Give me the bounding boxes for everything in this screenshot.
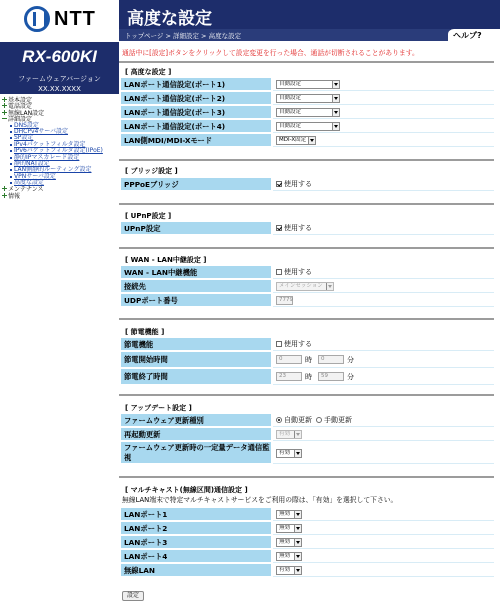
- expand-icon: [2, 193, 7, 198]
- dropdown-arrow-icon: [294, 431, 301, 438]
- manual-update-radio[interactable]: [316, 417, 322, 423]
- section-title-multicast: [ マルチキャスト(無線区間)通信設定 ]: [125, 486, 248, 494]
- breadcrumb-bar: [119, 29, 500, 41]
- model-name: RX-600KI: [22, 47, 97, 66]
- expand-icon: [2, 110, 7, 115]
- lan-port3-row: LANポート通信設定(ポート3) 自動設定: [121, 106, 494, 119]
- upnp-checkbox[interactable]: [276, 225, 282, 231]
- expand-icon: [2, 186, 7, 191]
- upnp-row: UPnP設定 使用する: [121, 222, 494, 235]
- submit-button[interactable]: 設定: [122, 591, 144, 601]
- collapse-icon: [2, 116, 7, 121]
- section-title-advanced: [ 高度な設定 ]: [125, 68, 172, 76]
- section-divider: [119, 247, 494, 249]
- dropdown-arrow-icon: [294, 567, 301, 574]
- page-title: 高度な設定: [127, 9, 212, 29]
- nav-phone[interactable]: 電話設定: [0, 103, 119, 109]
- mdi-mode-select[interactable]: MDI-X固定: [276, 136, 316, 145]
- nav-sub-dhcpv4[interactable]: DHCPv4サーバ設定: [0, 129, 119, 135]
- dropdown-arrow-icon: [294, 525, 301, 532]
- multicast-description: 無線LAN端末で特定マルチキャストサービスをご利用の際は、「有効」を選択して下さい。: [122, 496, 398, 504]
- ntt-logo-icon: [24, 6, 50, 32]
- side-nav: [0, 97, 119, 199]
- section-divider: [119, 203, 494, 205]
- nav-info[interactable]: 情報: [0, 193, 119, 199]
- section-divider: [119, 159, 494, 161]
- power-start-row: 節電開始時間 0 時 0 分: [121, 352, 494, 368]
- wanlan-relay-checkbox[interactable]: [276, 269, 282, 275]
- section-title-upnp: [ UPnP設定 ]: [125, 212, 172, 220]
- firmware-version: XX.XX.XXXX: [38, 85, 81, 93]
- mdi-mode-row: LAN側MDI/MDI-Xモード MDI-X固定: [121, 134, 494, 147]
- nav-sub-static-routing[interactable]: LAN側静的ルーティング設定: [0, 167, 119, 173]
- nav-sub-sp[interactable]: SP設定: [0, 135, 119, 141]
- wanlan-dest-select[interactable]: メインセッション: [276, 282, 334, 291]
- restart-update-select[interactable]: 有効: [276, 430, 302, 439]
- mc-lan2-select[interactable]: 無効: [276, 524, 302, 533]
- mc-wlan-row: 無線LAN 有効: [121, 564, 494, 577]
- nav-sub-ipv4-filter[interactable]: IPv4パケットフィルタ設定: [0, 142, 119, 148]
- title-bar: [119, 0, 500, 29]
- mc-lan1-select[interactable]: 無効: [276, 510, 302, 519]
- dropdown-arrow-icon: [294, 511, 301, 518]
- nav-wlan[interactable]: 無線LAN設定: [0, 110, 119, 116]
- udp-port-row: UDPポート番号 7779: [121, 294, 494, 307]
- section-title-power: [ 節電機能 ]: [125, 328, 165, 336]
- power-end-row: 節電終了時間 23 時 59 分: [121, 369, 494, 385]
- logo-text: NTT: [54, 8, 96, 30]
- lan-port3-select[interactable]: 自動設定: [276, 108, 340, 117]
- lan-port4-select[interactable]: 自動設定: [276, 122, 340, 131]
- mc-lan4-row: LANポート4 無効: [121, 550, 494, 563]
- dropdown-arrow-icon: [332, 123, 339, 130]
- section-divider: [119, 394, 494, 396]
- lan-port2-select[interactable]: 自動設定: [276, 94, 340, 103]
- dropdown-arrow-icon: [332, 81, 339, 88]
- wanlan-relay-row: WAN - LAN中継機能 使用する: [121, 266, 494, 279]
- data-monitor-row: ファームウェア更新時の一定量データ通信監視 有効: [121, 442, 494, 464]
- section-title-bridge: [ ブリッジ設定 ]: [125, 167, 178, 175]
- section-title-update: [ アップデート設定 ]: [125, 404, 192, 412]
- power-end-hour-input[interactable]: 23: [276, 372, 302, 381]
- section-divider: [119, 61, 494, 63]
- data-monitor-select[interactable]: 有効: [276, 449, 302, 458]
- mc-lan3-row: LANポート3 無効: [121, 536, 494, 549]
- dropdown-arrow-icon: [294, 553, 301, 560]
- expand-icon: [2, 103, 7, 108]
- logo-area: [0, 0, 119, 42]
- nav-detail[interactable]: 詳細設定: [0, 116, 119, 122]
- lan-port1-select[interactable]: 自動設定: [276, 80, 340, 89]
- power-save-checkbox[interactable]: [276, 341, 282, 347]
- dropdown-arrow-icon: [332, 109, 339, 116]
- dropdown-arrow-icon: [294, 539, 301, 546]
- auto-update-radio[interactable]: [276, 417, 282, 423]
- mc-lan2-row: LANポート2 無効: [121, 522, 494, 535]
- udp-port-input[interactable]: 7779: [276, 296, 293, 305]
- nav-sub-vpn[interactable]: VPNサーバ設定: [0, 174, 119, 180]
- nav-basic[interactable]: 基本設定: [0, 97, 119, 103]
- mc-wlan-select[interactable]: 有効: [276, 566, 302, 575]
- dropdown-arrow-icon: [332, 95, 339, 102]
- section-title-wanlan: [ WAN - LAN中継設定 ]: [125, 256, 207, 264]
- update-type-row: ファームウェア更新種別 自動更新 手動更新: [121, 414, 494, 427]
- dropdown-arrow-icon: [308, 137, 315, 144]
- model-box: [0, 42, 119, 94]
- dropdown-arrow-icon: [326, 283, 333, 290]
- section-divider: [119, 476, 494, 478]
- lan-port1-row: LANポート通信設定(ポート1) 自動設定: [121, 78, 494, 91]
- section-divider: [119, 318, 494, 320]
- power-start-hour-input[interactable]: 0: [276, 355, 302, 364]
- nav-sub-ipv6-filter[interactable]: IPv6パケットフィルタ設定(IPoE): [0, 148, 119, 154]
- mc-lan1-row: LANポート1 無効: [121, 508, 494, 521]
- power-start-min-input[interactable]: 0: [318, 355, 344, 364]
- pppoe-bridge-checkbox[interactable]: [276, 181, 282, 187]
- nav-sub-static-nat[interactable]: 静的NAT設定: [0, 161, 119, 167]
- nav-sub-static-ip-masq[interactable]: 静的IPマスカレード設定: [0, 155, 119, 161]
- mc-lan3-select[interactable]: 無効: [276, 538, 302, 547]
- pppoe-bridge-row: PPPoEブリッジ 使用する: [121, 178, 494, 191]
- warning-notice: 通話中に[設定]ボタンをクリックして設定変更を行った場合、通話が切断されることがあります。: [122, 49, 419, 57]
- lan-port2-row: LANポート通信設定(ポート2) 自動設定: [121, 92, 494, 105]
- expand-icon: [2, 97, 7, 102]
- breadcrumb[interactable]: トップページ > 詳細設定 > 高度な設定: [125, 32, 242, 40]
- dropdown-arrow-icon: [294, 450, 301, 457]
- restart-update-row: 再起動更新 有効: [121, 428, 494, 441]
- firmware-label: ファームウェアバージョン: [18, 75, 101, 83]
- power-save-row: 節電機能 使用する: [121, 338, 494, 351]
- nav-sub-dns[interactable]: DNS設定: [0, 123, 119, 129]
- mc-lan4-select[interactable]: 無効: [276, 552, 302, 561]
- lan-port4-row: LANポート通信設定(ポート4) 自動設定: [121, 120, 494, 133]
- power-end-min-input[interactable]: 59: [318, 372, 344, 381]
- wanlan-dest-row: 接続先 メインセッション: [121, 280, 494, 293]
- nav-maintenance[interactable]: メンテナンス: [0, 186, 119, 192]
- help-button[interactable]: ヘルプ?: [448, 28, 500, 41]
- nav-sub-advanced[interactable]: 高度な設定: [0, 180, 119, 186]
